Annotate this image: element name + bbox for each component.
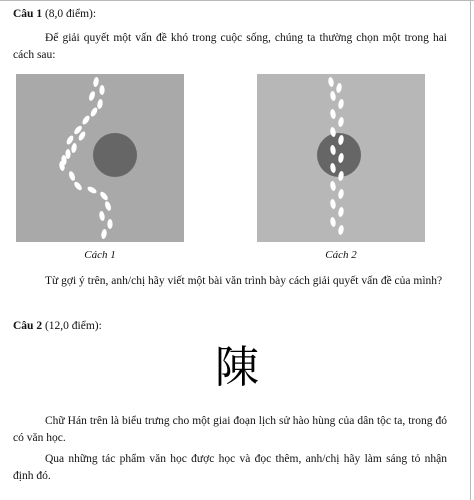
question2-paragraph-1: Chữ Hán trên là biểu trưng cho một giai đoạn lịch sử hào hùng của dân tộc ta, trong đó có văn học. (13, 415, 447, 444)
footprint (65, 149, 70, 159)
figure-cach-2 (257, 74, 425, 242)
question1-intro: Để giải quyết một vấn đề khó trong cuộc sống, chúng ta thường chọn một trong hai cách sau: (13, 32, 447, 61)
caption-cach-1: Cách 1 (84, 249, 116, 261)
question1-points: (8,0 điểm): (44, 8, 97, 20)
obstacle-circle (93, 133, 137, 177)
footprint (107, 219, 112, 229)
chinese-character: 陳 (215, 342, 259, 393)
page-border-top (0, 0, 474, 1)
question2-heading (13, 320, 102, 332)
question1-heading (13, 8, 96, 20)
question2-paragraph-2: Qua những tác phẩm văn học được học và đọc thêm, anh/chị hãy làm sáng tỏ nhận định đó. (13, 453, 447, 482)
figure-cach-1 (16, 74, 184, 242)
question1-prompt: Từ gợi ý trên, anh/chị hãy viết một bài văn trình bày cách giải quyết vấn đề của mình? (45, 275, 443, 287)
question2-title: Câu 2 (13, 320, 43, 332)
caption-cach-2: Cách 2 (325, 249, 357, 261)
question1-title: Câu 1 (13, 8, 43, 20)
footprint (99, 85, 104, 95)
question2-points: (12,0 điểm): (44, 320, 102, 332)
page-border-right (470, 0, 471, 500)
